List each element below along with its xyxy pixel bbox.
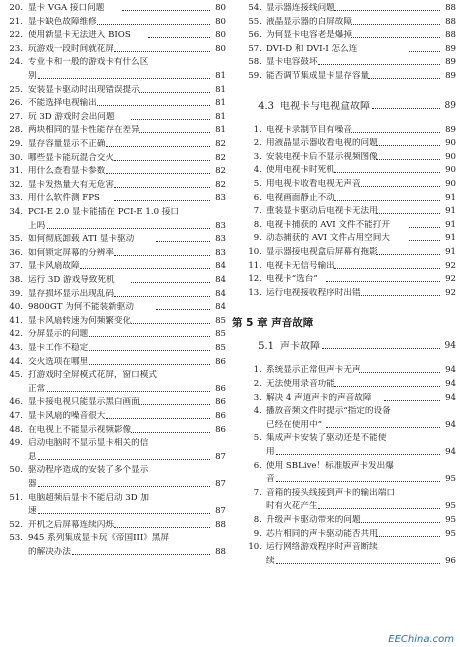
entry-title: 9800GT 为何不能装新驱动	[28, 302, 134, 313]
entry-number: 51.	[9, 492, 23, 503]
entry-title: 不能选择电视输出	[28, 98, 97, 109]
entry-title: 别	[28, 71, 37, 81]
page-number: 94	[445, 379, 456, 389]
dot-leader	[368, 78, 440, 79]
page-number: 86	[215, 424, 226, 435]
dot-leader	[131, 119, 210, 120]
page-number: 94	[445, 419, 456, 430]
entry-title: 电视卡“选台”	[266, 274, 318, 285]
dot-leader	[80, 268, 210, 269]
dot-leader	[47, 228, 210, 229]
page-number: 81	[215, 71, 226, 81]
page-number: 89	[445, 57, 456, 68]
entry-number: 13.	[248, 287, 262, 298]
page-number: 81	[215, 84, 226, 95]
entry-title: 打游戏时全屏模式花屏，窗口模式	[28, 370, 157, 381]
page-number: 83	[215, 220, 226, 231]
entry-title: 如何彻底卸载 ATI 显卡驱动	[28, 234, 135, 245]
entry-title: 使用电视卡时死机	[266, 165, 335, 176]
entry-number: 7.	[253, 487, 262, 498]
entry-title: 开机之后屏幕连续闪烁	[28, 519, 114, 530]
entry-title: 安装显卡驱动时出现错误提示	[28, 84, 140, 95]
entry-number: 53.	[9, 533, 23, 544]
page-number: 95	[445, 501, 456, 512]
entry-number: 45.	[9, 370, 23, 381]
entry-number: 2.	[253, 379, 262, 389]
page-number: 95	[445, 515, 456, 525]
chapter-heading[interactable]: 第 5 章 声音故障	[232, 317, 314, 330]
entry-title: 显卡风扇故障	[28, 261, 80, 272]
entry-title: 速	[28, 506, 37, 517]
page-number: 92	[445, 274, 456, 285]
page-number: 81	[215, 125, 226, 136]
entry-number: 49.	[9, 438, 23, 449]
entry-title: 玩游戏一段时间就花屏	[28, 43, 114, 54]
entry-title: 电视卡捕获的 AVI 文件不能打开	[266, 219, 390, 230]
entry-number: 40.	[9, 302, 23, 313]
dot-leader	[106, 418, 210, 419]
entry-title: 集成声卡安装了驱动还是不能使	[266, 433, 387, 444]
entry-title: 音箱的接头线接到声卡的输出端口	[266, 487, 395, 498]
entry-title: 用	[266, 447, 275, 457]
entry-title: 电视卡录制节目有噪音	[266, 124, 352, 135]
entry-number: 43.	[9, 343, 23, 353]
entry-number: 23.	[9, 43, 23, 54]
entry-title: 显卡风扇转速为何频繁变化	[28, 315, 132, 326]
entry-title: 无法使用录音功能	[266, 379, 335, 389]
entry-number: 42.	[9, 329, 23, 340]
entry-number: 10.	[248, 247, 262, 257]
entry-title: 玩 3D 游戏时会出问题	[28, 111, 115, 122]
page-number: 88	[445, 30, 456, 41]
page-number: 85	[215, 343, 226, 353]
page-number: 94	[445, 392, 456, 403]
page-number: 91	[445, 247, 456, 257]
entry-number: 39.	[9, 288, 23, 299]
dot-leader	[359, 186, 440, 187]
entry-title: 息	[28, 451, 37, 462]
page-number: 83	[215, 193, 226, 204]
entry-title: 上吗	[28, 220, 46, 231]
entry-title: 器	[28, 479, 37, 489]
dot-leader	[409, 51, 440, 52]
dot-leader	[276, 481, 440, 482]
page-number: 88	[215, 519, 226, 530]
dot-leader	[122, 10, 210, 11]
entry-title: 使用新显卡无法进入 BIOS	[28, 30, 131, 41]
dot-leader	[139, 132, 210, 133]
dot-leader	[131, 432, 210, 433]
entry-title: 945 系列集成显卡玩《帝国III》黑屏	[28, 533, 170, 544]
watermark: EEChina.com	[388, 634, 454, 645]
dot-leader	[97, 24, 210, 25]
entry-title: 用什么软件测 FPS	[28, 193, 100, 204]
dot-leader	[351, 24, 440, 25]
page-number: 82	[215, 166, 226, 177]
dot-leader	[114, 160, 210, 161]
page-number: 81	[215, 111, 226, 122]
dot-leader	[359, 372, 440, 373]
section-number: 4.3	[258, 100, 274, 112]
entry-title: 安装电视卡后不显示视频图像	[266, 151, 378, 162]
section-title: 电视卡与电视盒故障	[280, 100, 370, 112]
entry-title: 运行网络游戏程序时声音断续	[266, 542, 378, 553]
page-number: 92	[445, 287, 456, 298]
page-number: 85	[215, 329, 226, 340]
entry-number: 28.	[9, 125, 23, 136]
dot-leader	[38, 486, 210, 487]
entry-number: 2.	[253, 138, 262, 149]
dot-leader	[38, 513, 210, 514]
page-number: 95	[445, 474, 456, 485]
entry-title: 显卡 VGA 接口问题	[28, 3, 105, 13]
page-number: 87	[215, 479, 226, 489]
dot-leader	[326, 281, 440, 282]
entry-number: 25.	[9, 84, 23, 95]
dot-leader	[276, 454, 440, 455]
entry-title: 显存损坏显示出现乱码	[28, 288, 114, 299]
entry-title: 时有火花产生	[266, 501, 318, 512]
entry-number: 33.	[9, 193, 23, 204]
entry-number: 46.	[9, 397, 23, 408]
dot-leader	[334, 268, 440, 269]
page-number: 80	[215, 43, 226, 54]
entry-title: PCI-E 2.0 显卡能插在 PCI-E 1.0 接口	[28, 207, 180, 217]
entry-title: 系统显示正常但声卡无声	[266, 365, 361, 376]
entry-title: 音	[266, 474, 275, 485]
entry-title: DVI-D 和 DVI-I 怎么连	[266, 43, 358, 54]
entry-number: 12.	[248, 274, 262, 285]
dot-leader	[131, 282, 210, 283]
page-number: 90	[445, 179, 456, 189]
entry-title: 电视卡无信号输出	[266, 260, 335, 271]
page-number: 87	[215, 506, 226, 517]
page-number: 90	[445, 138, 456, 149]
page-number: 87	[215, 451, 226, 462]
entry-title: 显卡工作不稳定	[28, 343, 89, 353]
entry-title: 动态捕获的 AVI 文件占用空间大	[266, 233, 390, 244]
entry-number: 7.	[253, 206, 262, 217]
entry-title: 电视画面静止不动	[266, 192, 335, 203]
dot-leader	[276, 563, 440, 564]
dot-leader	[318, 508, 440, 509]
entry-number: 6.	[253, 192, 262, 203]
page-number: 96	[445, 555, 456, 566]
page-number: 80	[215, 3, 226, 13]
dot-leader	[372, 108, 440, 109]
page-number: 88	[445, 3, 456, 13]
entry-title: 播放音频文件时提示“指定的设备	[266, 406, 391, 417]
dot-leader	[359, 522, 440, 523]
entry-number: 57.	[248, 43, 262, 54]
page-number: 90	[445, 151, 456, 162]
entry-title: 能否调节集成显卡显存容量	[266, 71, 370, 81]
dot-leader	[351, 132, 440, 133]
entry-number: 55.	[248, 16, 262, 27]
dot-leader	[409, 240, 440, 241]
page-number: 88	[215, 547, 226, 557]
entry-title: 电脑超频后显卡不能启动 3D 加	[28, 492, 149, 503]
entry-number: 50.	[9, 465, 23, 476]
entry-number: 5.	[253, 179, 262, 189]
page-number: 89	[445, 43, 456, 54]
page-number: 82	[215, 139, 226, 149]
page-number: 82	[215, 152, 226, 163]
entry-title: 启动电脑时不显示显卡相关的信	[28, 438, 149, 449]
page-number: 83	[215, 247, 226, 258]
entry-title: 哪些显卡能玩混合交火	[28, 152, 114, 163]
entry-title: 升级声卡驱动带来的问题	[266, 515, 361, 525]
page-number: 91	[445, 219, 456, 230]
entry-title: 已经在使用中”	[266, 419, 322, 430]
entry-number: 8.	[253, 219, 262, 230]
entry-number: 59.	[248, 71, 262, 81]
entry-number: 1.	[253, 365, 262, 376]
entry-title: 显卡接电视只能显示黑白画面	[28, 397, 140, 408]
entry-title: 运行 3D 游戏导致死机	[28, 275, 115, 285]
entry-title: 为何显卡电容老是爆掉	[266, 30, 352, 41]
entry-number: 58.	[248, 57, 262, 68]
entry-number: 3.	[253, 151, 262, 162]
page-number: 81	[215, 98, 226, 109]
dot-leader	[114, 187, 210, 188]
page-number: 84	[215, 261, 226, 272]
entry-title: 续	[266, 555, 275, 566]
entry-title: 用什么查看显卡参数	[28, 166, 106, 177]
entry-title: 用电视卡收看电视无声音	[266, 179, 361, 189]
page-number: 84	[215, 275, 226, 285]
page-number: 89	[444, 100, 456, 111]
dot-leader	[376, 536, 440, 537]
entry-number: 4.	[253, 406, 262, 417]
entry-title: 在电视上不能显示视频影像	[28, 424, 132, 435]
page-number: 94	[445, 365, 456, 376]
entry-number: 56.	[248, 30, 262, 41]
entry-number: 20.	[9, 3, 23, 13]
dot-leader	[334, 386, 440, 387]
entry-title: 显示器接电视盒后屏幕有拖影	[266, 247, 378, 257]
section-number: 5.1	[258, 341, 274, 353]
dot-leader	[114, 255, 210, 256]
entry-number: 41.	[9, 315, 23, 326]
dot-leader	[38, 459, 210, 460]
dot-leader	[322, 348, 440, 349]
entry-number: 34.	[9, 207, 23, 217]
page-number: 95	[445, 528, 456, 539]
entry-title: 显存容量显示不正确	[28, 139, 106, 149]
entry-number: 1.	[253, 124, 262, 135]
entry-number: 3.	[253, 392, 262, 403]
entry-number: 32.	[9, 179, 23, 190]
dot-leader	[156, 309, 210, 310]
entry-number: 24.	[9, 57, 23, 68]
dot-leader	[334, 10, 440, 11]
entry-title: 液晶显示器的白屏故障	[266, 16, 352, 27]
dot-leader	[326, 427, 440, 428]
entry-number: 22.	[9, 30, 23, 41]
entry-title: 芯片相同的声卡驱动能否共用	[266, 528, 378, 539]
dot-leader	[97, 105, 210, 106]
dot-leader	[351, 37, 440, 38]
entry-title: 运行电视接收程序时出错	[266, 287, 361, 298]
page-number: 80	[215, 30, 226, 41]
entry-number: 31.	[9, 166, 23, 177]
dot-leader	[156, 241, 210, 242]
entry-number: 8.	[253, 515, 262, 525]
dot-leader	[409, 227, 440, 228]
dot-leader	[89, 336, 210, 337]
entry-number: 9.	[253, 528, 262, 539]
dot-leader	[106, 146, 210, 147]
entry-number: 48.	[9, 424, 23, 435]
entry-title: 正常	[28, 383, 46, 394]
entry-number: 5.	[253, 433, 262, 444]
dot-leader	[72, 554, 210, 555]
page-number: 91	[445, 192, 456, 203]
entry-number: 6.	[253, 460, 262, 471]
dot-leader	[148, 37, 210, 38]
dot-leader	[376, 254, 440, 255]
page-number: 83	[215, 234, 226, 245]
entry-title: 显卡风扇的噪音很大	[28, 411, 106, 421]
page-number: 86	[215, 397, 226, 408]
dot-leader	[384, 400, 440, 401]
entry-number: 11.	[248, 260, 262, 271]
dot-leader	[114, 200, 210, 201]
page-number: 90	[445, 165, 456, 176]
dot-leader	[47, 391, 210, 392]
page-number: 94	[445, 447, 456, 457]
entry-number: 38.	[9, 275, 23, 285]
dot-leader	[89, 364, 210, 365]
entry-title: 使用 SBLive！标准版声卡发出爆	[266, 460, 394, 471]
entry-title: 如何锁定屏幕的分辨率	[28, 247, 114, 258]
dot-leader	[334, 200, 440, 201]
dot-leader	[114, 527, 210, 528]
entry-title: 交火选项在哪里	[28, 356, 89, 367]
page-number: 91	[445, 206, 456, 217]
page-number: 91	[445, 233, 456, 244]
entry-number: 35.	[9, 234, 23, 245]
page-number: 89	[445, 71, 456, 81]
entry-number: 29.	[9, 139, 23, 149]
section-title: 声卡故障	[280, 341, 320, 353]
page-number: 82	[215, 179, 226, 190]
page-number: 89	[445, 124, 456, 135]
entry-title: 的解决办法	[28, 547, 71, 557]
entry-title: 专业卡和一般的游戏卡有什么区	[28, 57, 149, 68]
entry-number: 9.	[253, 233, 262, 244]
dot-leader	[139, 404, 210, 405]
dot-leader	[38, 78, 210, 79]
entry-title: 两块相同的显卡性能存在差异	[28, 125, 140, 136]
entry-number: 44.	[9, 356, 23, 367]
entry-number: 4.	[253, 165, 262, 176]
entry-number: 21.	[9, 16, 23, 27]
entry-title: 分屏显示的问题	[28, 329, 89, 340]
entry-title: 驱动程序造成的安装了多个显示	[28, 465, 149, 476]
entry-number: 30.	[9, 152, 23, 163]
entry-number: 36.	[9, 247, 23, 258]
page-number: 80	[215, 16, 226, 27]
entry-number: 47.	[9, 411, 23, 421]
entry-title: 显卡电容鼓坏	[266, 57, 318, 68]
entry-title: 解决 4 声道声卡的声音故障	[266, 392, 372, 403]
dot-leader	[376, 159, 440, 160]
page-number: 85	[215, 315, 226, 326]
page-number: 94	[444, 341, 456, 352]
dot-leader	[131, 323, 210, 324]
page-number: 84	[215, 302, 226, 313]
dot-leader	[359, 295, 440, 296]
page-number: 86	[215, 383, 226, 394]
dot-leader	[318, 64, 440, 65]
entry-number: 27.	[9, 111, 23, 122]
entry-number: 37.	[9, 261, 23, 272]
entry-title: 重装显卡驱动后电视卡无法用	[266, 206, 378, 217]
dot-leader	[139, 92, 210, 93]
dot-leader	[89, 350, 210, 351]
dot-leader	[376, 213, 440, 214]
entry-number: 54.	[248, 3, 262, 13]
page-number: 92	[445, 260, 456, 271]
entry-title: 显示器连接线问题	[266, 3, 335, 13]
page-number: 84	[215, 288, 226, 299]
entry-title: 显卡缺色故障维修	[28, 16, 97, 27]
entry-number: 26.	[9, 98, 23, 109]
dot-leader	[334, 172, 440, 173]
page-number: 86	[215, 356, 226, 367]
dot-leader	[114, 51, 210, 52]
page-number: 88	[445, 16, 456, 27]
entry-title: 用液晶显示器收看电视的问题	[266, 138, 378, 149]
dot-leader	[376, 145, 440, 146]
dot-leader	[106, 173, 210, 174]
entry-number: 10.	[248, 542, 262, 553]
page-number: 86	[215, 411, 226, 421]
entry-title: 显卡发热量大有无危害	[28, 179, 114, 190]
entry-number: 52.	[9, 519, 23, 530]
dot-leader	[114, 296, 210, 297]
